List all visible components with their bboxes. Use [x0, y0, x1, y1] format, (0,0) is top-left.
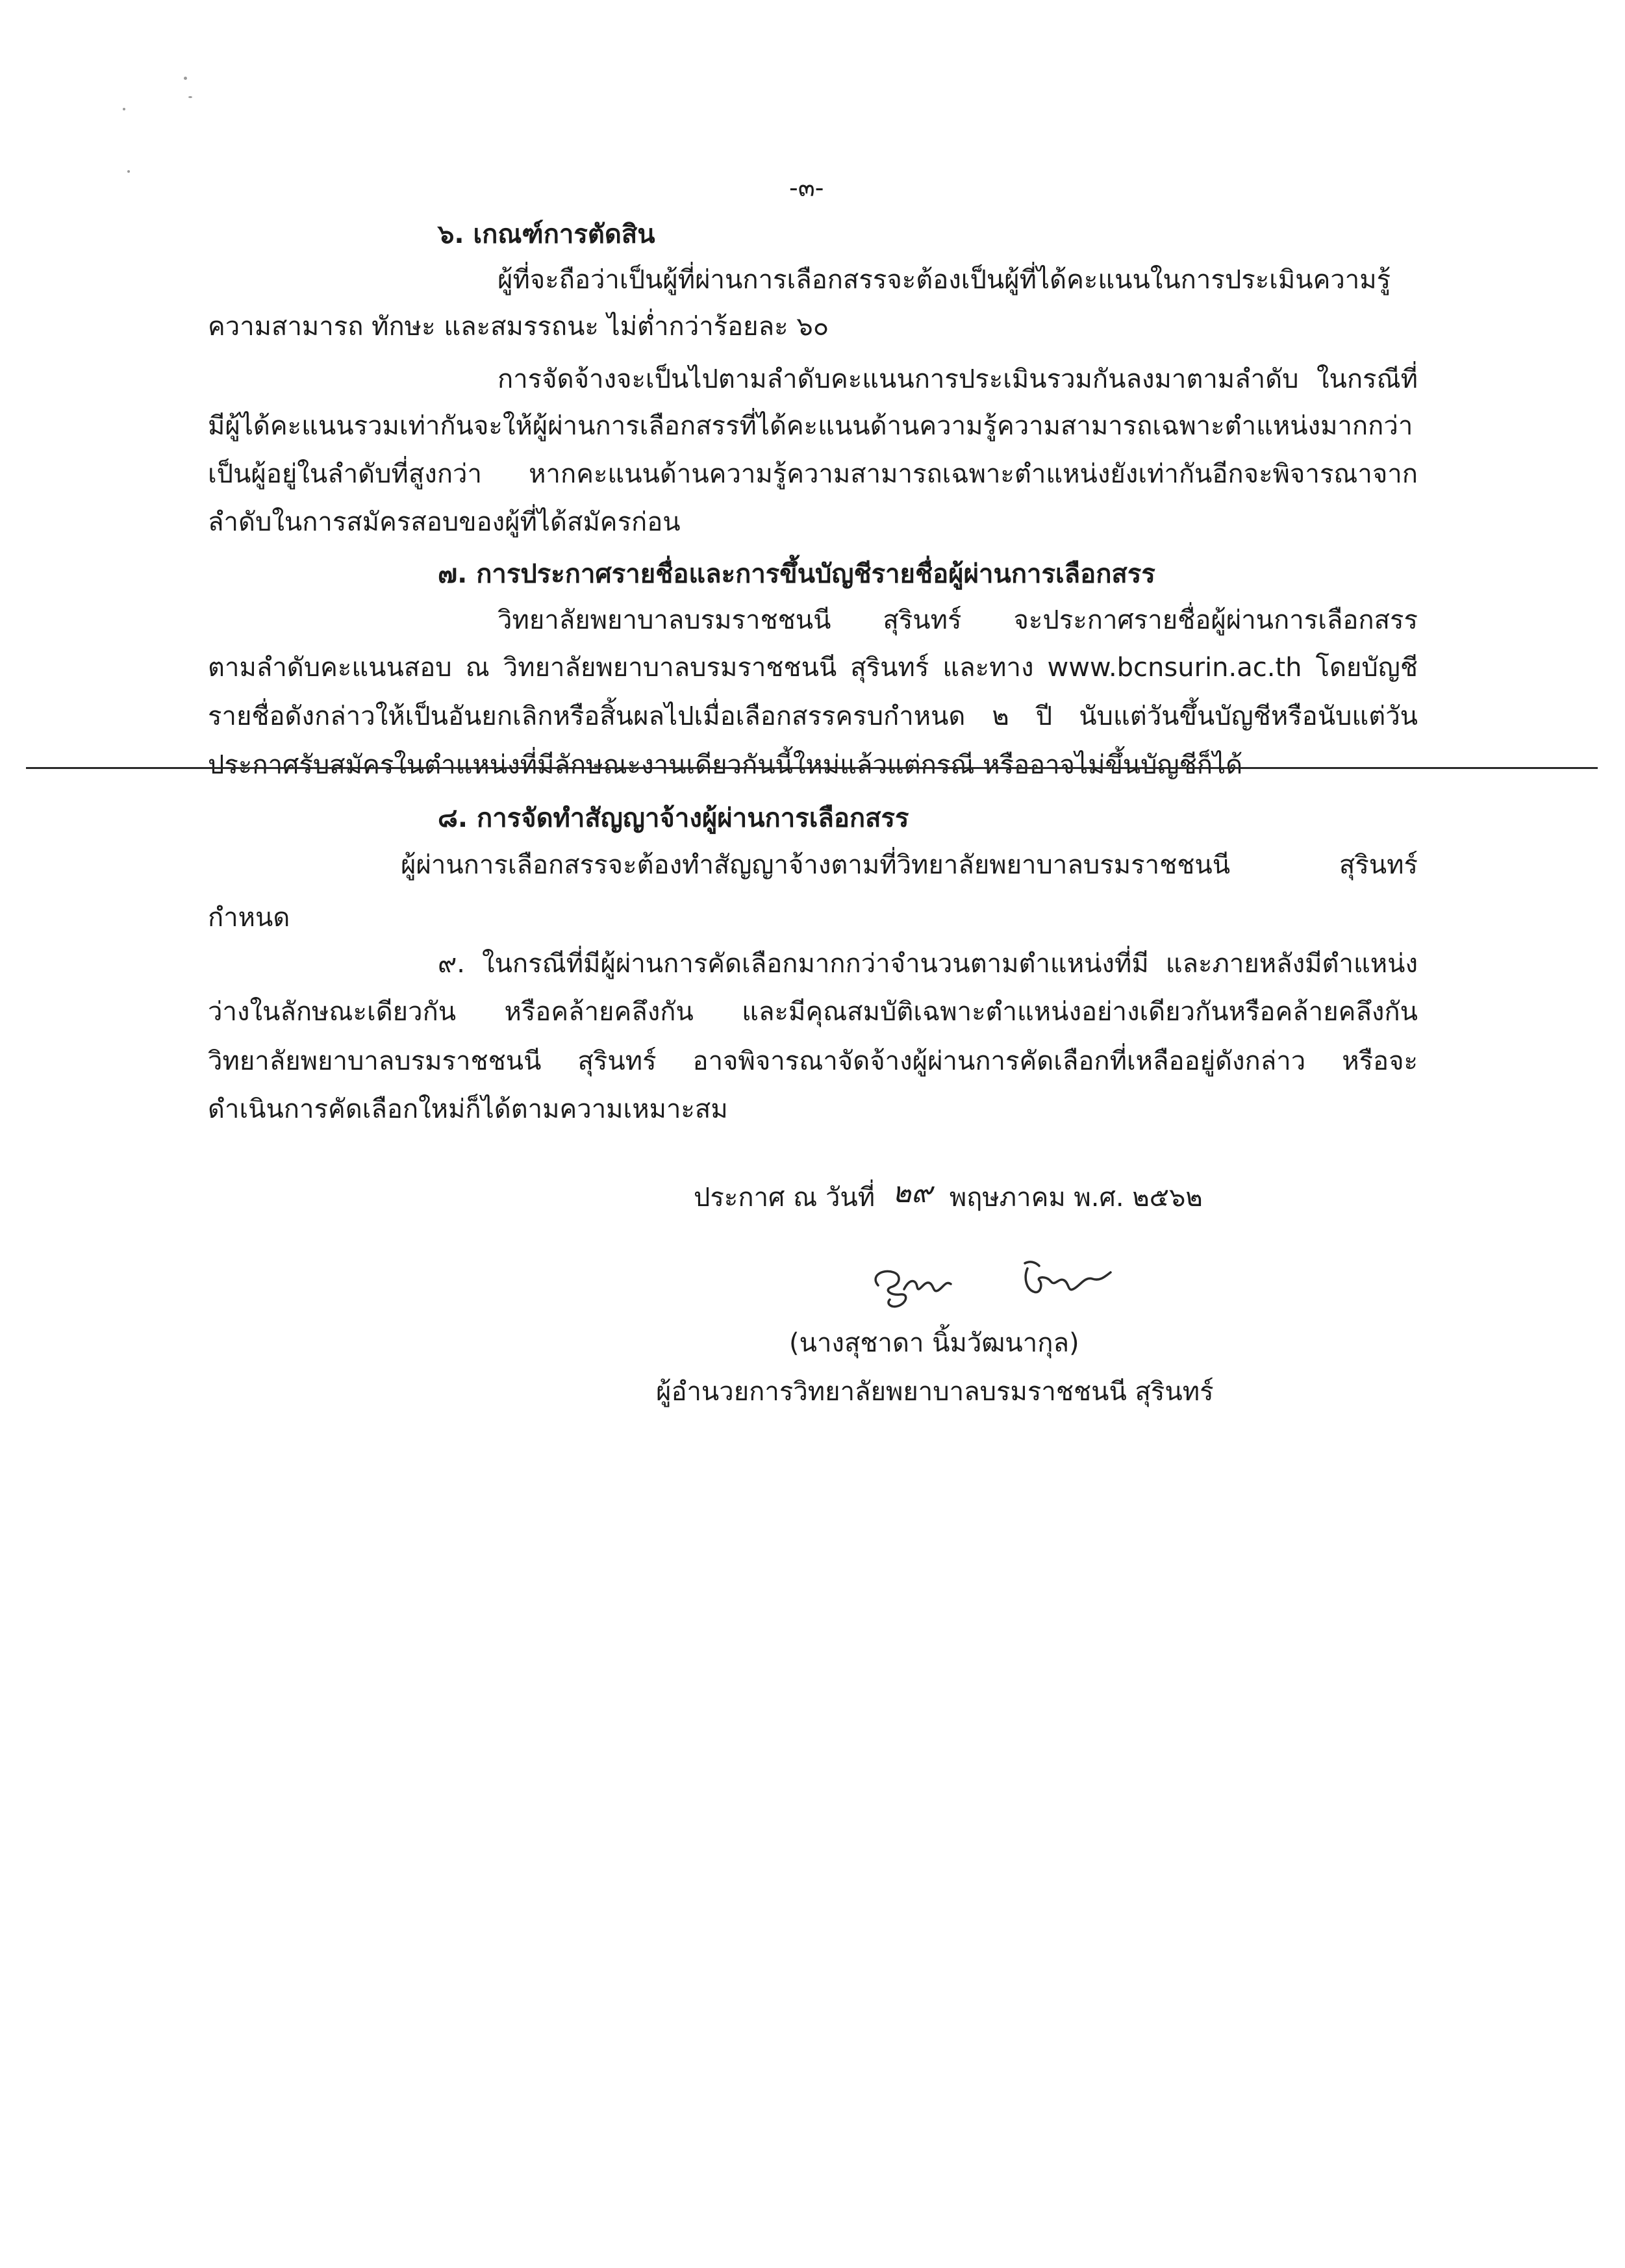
signer-name: (นางสุชาดา นิ้มวัฒนากุล) [789, 1328, 1079, 1358]
scan-speck [188, 96, 192, 98]
section-7-heading: ๗. การประกาศรายชื่อและการขึ้นบัญชีรายชื่อผู้ผ่านการเลือกสรร [438, 559, 1155, 589]
scan-speck [123, 108, 125, 110]
section-6-paragraph-1-line-1: ผู้ที่จะถือว่าเป็นผู้ที่ผ่านการเลือกสรรจะต้องเป็นผู้ที่ได้คะแนนในการประเมินความรู้ [498, 265, 1391, 295]
signer-title: ผู้อำนวยการวิทยาลัยพยาบาลบรมราชชนนี สุรินทร์ [656, 1377, 1214, 1407]
strike-through-rule [26, 767, 1598, 769]
signature [864, 1244, 1156, 1322]
section-9-line-4: ดำเนินการคัดเลือกใหม่ก็ได้ตามความเหมาะสม [208, 1094, 728, 1124]
scan-speck [127, 170, 130, 173]
scan-speck [184, 77, 187, 80]
section-6-paragraph-2-line-2: มีผู้ได้คะแนนรวมเท่ากันจะให้ผู้ผ่านการเลือกสรรที่ได้คะแนนด้านความรู้ความสามารถเฉพาะตำแหน่งมากกว่า [208, 411, 1413, 441]
section-6-paragraph-2-line-1: การจัดจ้างจะเป็นไปตามลำดับคะแนนการประเมินรวมกันลงมาตามลำดับ ในกรณีที่ [498, 364, 1418, 394]
announcement-month-year: พฤษภาคม พ.ศ. ๒๕๖๒ [949, 1183, 1203, 1213]
section-6-paragraph-2-line-3: เป็นผู้อยู่ในลำดับที่สูงกว่า หากคะแนนด้านความรู้ความสามารถเฉพาะตำแหน่งยังเท่ากันอีกจะพิจารณาจาก [208, 459, 1418, 489]
section-7-line-2: ตามลำดับคะแนนสอบ ณ วิทยาลัยพยาบาลบรมราชชนนี สุรินทร์ และทาง www.bcnsurin.ac.th โดยบัญชี [208, 653, 1418, 683]
section-7-line-3: รายชื่อดังกล่าวให้เป็นอันยกเลิกหรือสิ้นผลไปเมื่อเลือกสรรครบกำหนด ๒ ปี นับแต่วันขึ้นบัญชีหรือนับแต่วัน [208, 701, 1418, 731]
page-number: -๓- [789, 173, 824, 202]
section-6-paragraph-1-line-2: ความสามารถ ทักษะ และสมรรถนะ ไม่ต่ำกว่าร้อยละ ๖๐ [208, 312, 829, 342]
section-8-heading: ๘. การจัดทำสัญญาจ้างผู้ผ่านการเลือกสรร [438, 803, 909, 833]
section-7-line-1: วิทยาลัยพยาบาลบรมราชชนนี สุรินทร์ จะประกาศรายชื่อผู้ผ่านการเลือกสรร [498, 605, 1418, 635]
announcement-date-line [694, 1176, 1203, 1216]
announcement-prefix: ประกาศ ณ วันที่ [694, 1183, 875, 1213]
section-8-line-1: ผู้ผ่านการเลือกสรรจะต้องทำสัญญาจ้างตามที่วิทยาลัยพยาบาลบรมราชชนนี สุรินทร์ [401, 850, 1418, 880]
section-7-line-4: ประกาศรับสมัครในตำแหน่งที่มีลักษณะงานเดียวกันนี้ใหม่แล้วแต่กรณี หรืออาจไม่ขึ้นบัญชีก็ได้ [208, 750, 1243, 780]
handwritten-day: ๒๙ [892, 1176, 933, 1209]
section-8-line-2: กำหนด [208, 903, 290, 933]
section-6-heading: ๖. เกณฑ์การตัดสิน [438, 220, 655, 249]
section-9-line-2: ว่างในลักษณะเดียวกัน หรือคล้ายคลึงกัน และมีคุณสมบัติเฉพาะตำแหน่งอย่างเดียวกันหรือคล้ายคลึงกัน [208, 997, 1418, 1027]
section-6-paragraph-2-line-4: ลำดับในการสมัครสอบของผู้ที่ได้สมัครก่อน [208, 507, 681, 537]
section-9-line-3: วิทยาลัยพยาบาลบรมราชชนนี สุรินทร์ อาจพิจารณาจัดจ้างผู้ผ่านการคัดเลือกที่เหลืออยู่ดังกล่าว หรือจะ [208, 1046, 1418, 1076]
section-9-line-1: ๙. ในกรณีที่มีผู้ผ่านการคัดเลือกมากกว่าจำนวนตามตำแหน่งที่มี และภายหลังมีตำแหน่ง [438, 949, 1418, 979]
